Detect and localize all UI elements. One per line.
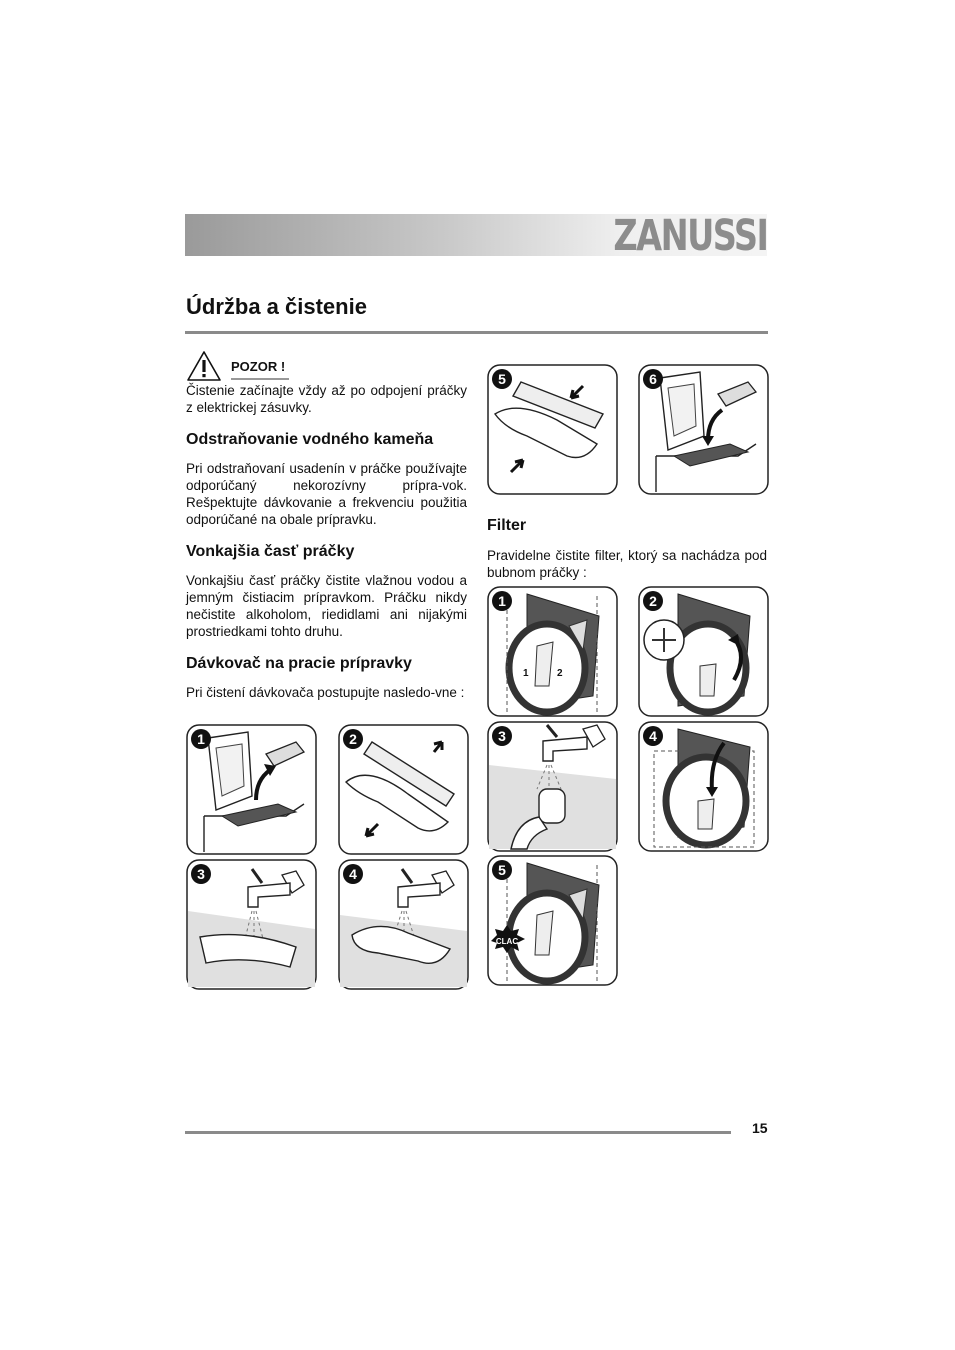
- dispenser-step-4-number: 4: [349, 866, 357, 882]
- dispenser-step-1-illustration: [186, 724, 317, 855]
- section-text-descaling: Pri odstraňovaní usadenín v práčke používajte odporúčaný nekorozívny prípra-vok. Rešpektujte dávkovanie a frekvenciu použitia odporúčané na obale prípravku.: [186, 461, 467, 527]
- filter-step-1-label-2: 2: [557, 668, 563, 679]
- filter-step-5-number: 5: [498, 862, 506, 878]
- filter-step-4-illustration: [638, 721, 769, 852]
- warning-triangle-icon: [186, 350, 222, 382]
- dispenser-step-3-illustration: [186, 859, 317, 990]
- dispenser-step-1-number: 1: [197, 731, 205, 747]
- section-heading-filter: Filter: [487, 517, 527, 534]
- filter-step-1-illustration: [487, 586, 618, 717]
- filter-step-2-number: 2: [649, 593, 657, 609]
- section-text-exterior: Vonkajšiu časť práčky čistite vlažnou vodou a jemným čistiacim prípravkom. Práčku nikdy nečistite alkoholom, riedidlami ani nijakými prostriedkami tohto druhu.: [186, 573, 467, 639]
- filter-step-2-illustration: [638, 586, 769, 717]
- filter-step-3-number: 3: [498, 728, 506, 744]
- section-heading-dispenser: Dávkovač na pracie prípravky: [186, 655, 412, 672]
- filter-step-3-illustration: [487, 721, 618, 852]
- dispenser-step-3-number: 3: [197, 866, 205, 882]
- warning-underline: [231, 378, 289, 380]
- filter-step-1-label-1: 1: [523, 668, 529, 679]
- dispenser-step-5-number: 5: [498, 371, 506, 387]
- filter-step-4-number: 4: [649, 728, 657, 744]
- zanussi-logo: ZANUSSI: [613, 211, 767, 261]
- section-text-dispenser: Pri čistení dávkovača postupujte nasledo-vne :: [186, 685, 465, 700]
- dispenser-step-6-number: 6: [649, 371, 657, 387]
- page-title: Údržba a čistenie: [186, 294, 367, 319]
- dispenser-step-2-number: 2: [349, 731, 357, 747]
- dispenser-step-6-illustration: [638, 364, 769, 495]
- filter-step-5-illustration: [487, 855, 618, 986]
- dispenser-step-2-illustration: [338, 724, 469, 855]
- dispenser-step-5-illustration: [487, 364, 618, 495]
- section-heading-exterior: Vonkajšia časť práčky: [186, 543, 355, 560]
- section-heading-descaling: Odstraňovanie vodného kameňa: [186, 431, 434, 448]
- filter-step-5-label-clac: CLAC: [495, 937, 519, 946]
- filter-step-1-number: 1: [498, 593, 506, 609]
- dispenser-step-4-illustration: [338, 859, 469, 990]
- footer-divider: [185, 1131, 731, 1134]
- warning-label: POZOR !: [231, 359, 286, 374]
- section-text-filter: Pravidelne čistite filter, ktorý sa nachádza pod bubnom práčky :: [487, 548, 767, 580]
- header-bar: [185, 211, 767, 261]
- page-number: 15: [752, 1120, 768, 1136]
- title-divider: [185, 331, 768, 334]
- warning-text: Čistenie začínajte vždy až po odpojení práčky z elektrickej zásuvky.: [186, 383, 467, 415]
